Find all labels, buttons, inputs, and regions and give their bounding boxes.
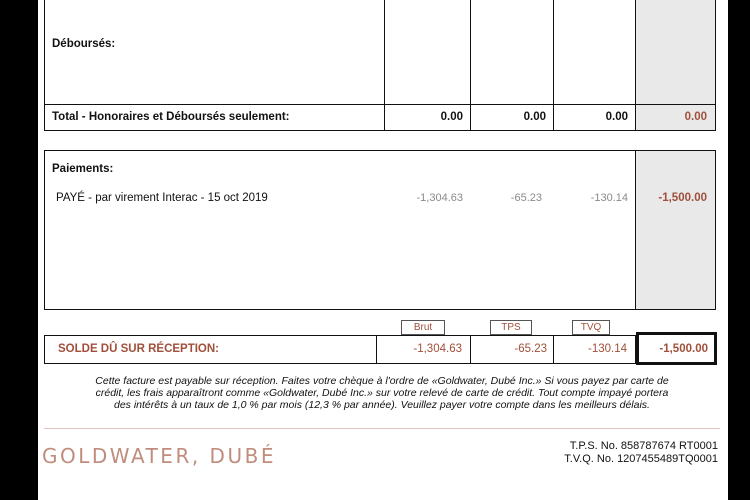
payment-tvq: -130.14 — [590, 192, 628, 204]
total-row-tps: 0.00 — [523, 111, 546, 123]
total-row-total: 0.00 — [684, 111, 707, 123]
balance-brut: -1,304.63 — [413, 343, 462, 355]
total-row-brut: 0.00 — [440, 111, 463, 123]
debours-label: Déboursés: — [52, 38, 116, 50]
payment-terms-line-2: crédit, les frais apparaîtront comme «Goldwater, Dubé Inc.» sur votre relevé de carte de crédit. Tout compte impayé portera — [95, 387, 669, 399]
header-tvq-tag: TVQ — [572, 320, 610, 335]
total-row-label: Total - Honoraires et Déboursés seulement: — [52, 111, 290, 123]
payment-tps: -65.23 — [510, 192, 542, 204]
payment-description: PAYÉ - par virement Interac - 15 oct 2019 — [56, 192, 268, 204]
total-row-tvq: 0.00 — [605, 111, 628, 123]
balance-tvq: -130.14 — [587, 343, 627, 355]
payment-terms-line-1: Cette facture est payable sur réception. Faites votre chèque à l'ordre de «Goldwater, Dubé Inc.» Si vous payez par carte de — [95, 375, 669, 387]
company-logo: GOLDWATER, DUBÉ — [42, 444, 276, 468]
tvq-number: T.V.Q. No. 1207455489TQ0001 — [564, 453, 718, 465]
payment-total: -1,500.00 — [658, 192, 707, 204]
paiements-table — [44, 150, 716, 310]
header-brut-tag: Brut — [401, 320, 445, 335]
balance-row — [44, 335, 716, 364]
paiements-label: Paiements: — [52, 163, 114, 175]
debours-table — [44, 0, 716, 131]
tps-number: T.P.S. No. 858787674 RT0001 — [569, 440, 718, 452]
invoice-page — [38, 0, 728, 500]
header-tps-tag: TPS — [490, 320, 532, 335]
footer-divider — [44, 428, 720, 429]
balance-tps: -65.23 — [514, 343, 547, 355]
balance-label: SOLDE DÛ SUR RÉCEPTION: — [58, 343, 220, 355]
balance-total: -1,500.00 — [659, 343, 708, 355]
payment-brut: -1,304.63 — [416, 192, 463, 204]
payment-terms-line-3: des intérêts à un taux de 1,0 % par mois (12,3 % par année). Veuillez payer votre compte dans les meilleurs délais. — [114, 399, 650, 411]
